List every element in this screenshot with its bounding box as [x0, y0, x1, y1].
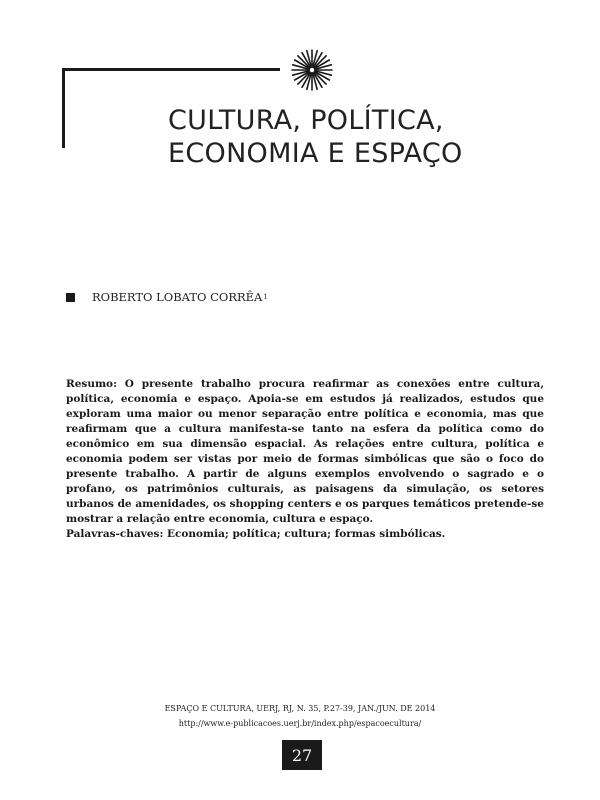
journal-url[interactable]: http://www.e-publicacoes.uerj.br/index.php/espacoecultura/ — [178, 719, 422, 728]
author-footnote-mark[interactable]: 1 — [263, 293, 268, 301]
title-line-2: ECONOMIA E ESPAÇO — [168, 138, 463, 169]
sunburst-icon — [290, 48, 334, 92]
frame-left-rule — [62, 68, 65, 148]
author-line — [66, 290, 268, 304]
abstract: Resumo: O presente trabalho procura reafirmar as conexões entre cultura, política, economia e espaço. Apoia-se em estudos já realizados, estudos que exploram uma maior ou menor separação entre política e economia, mas que reafirmam que a cultura manifesta-se tanto na esfera da política como do econômico em sua dimensão espacial. As relações entre cultura, política e economia podem ser vistas por meio de formas simbólicas que são o foco do presente trabalho. A partir de alguns exemplos envolvendo o sagrado e o profano, os patrimônios culturais, as paisagens da simulação, os setores urbanos de amenidades, os shopping centers e os parques temáticos pretende-se mostrar a relação entre economia, cultura e espaço. — [66, 378, 544, 525]
keywords: Palavras-chaves: Economia; política; cultura; formas simbólicas. — [66, 528, 446, 540]
frame-top-rule — [62, 68, 280, 71]
author-name: ROBERTO LOBATO CORRÊA — [92, 290, 263, 304]
journal-citation: ESPAÇO E CULTURA, UERJ, RJ, N. 35, P.27-39, JAN./JUN. DE 2014 — [164, 704, 436, 713]
title-line-1: CULTURA, POLÍTICA, — [168, 105, 444, 136]
page-number: 27 — [282, 740, 322, 770]
square-bullet-icon — [66, 293, 75, 302]
article-title — [168, 104, 528, 170]
